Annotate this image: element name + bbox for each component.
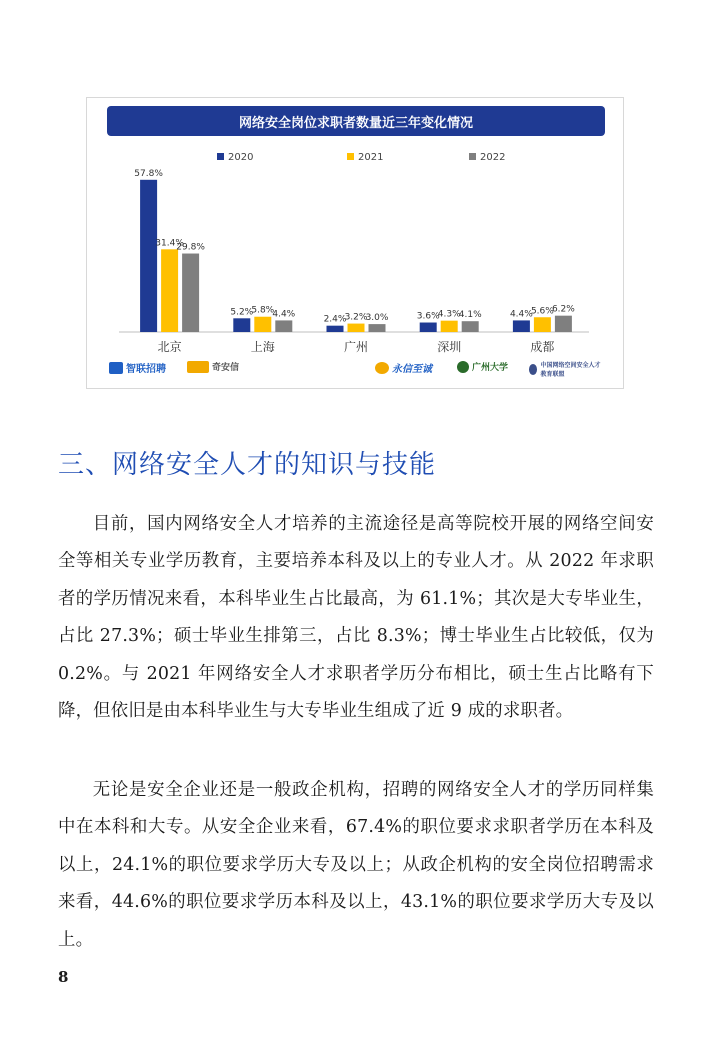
page-number: 8 xyxy=(58,968,69,986)
legend-label-2020: 2020 xyxy=(228,152,254,163)
legend-swatch-2022 xyxy=(469,153,476,160)
bar-chart xyxy=(87,98,623,358)
category-label-深圳: 深圳 xyxy=(437,340,462,354)
legend-label-2021: 2021 xyxy=(358,152,384,163)
association-logo: 中国网络空间安全人才教育联盟 xyxy=(529,360,605,378)
data-label-深圳-2021: 4.3% xyxy=(437,309,461,320)
bar-北京-2022 xyxy=(182,254,199,332)
bar-成都-2021 xyxy=(534,317,551,332)
data-label-北京-2021: 31.4% xyxy=(155,238,184,249)
section-heading: 三、网络安全人才的知识与技能 xyxy=(58,450,437,480)
category-label-广州: 广州 xyxy=(343,340,369,354)
bar-深圳-2020 xyxy=(420,323,437,332)
data-label-上海-2022: 4.4% xyxy=(272,309,296,320)
data-label-北京-2020: 57.8% xyxy=(134,168,163,179)
bar-北京-2021 xyxy=(161,249,178,332)
bar-成都-2022 xyxy=(555,316,572,332)
bar-深圳-2021 xyxy=(441,321,458,332)
bar-上海-2022 xyxy=(275,320,292,332)
data-label-深圳-2022: 4.1% xyxy=(458,310,482,321)
zhilian-logo: 智联招聘 xyxy=(109,360,166,375)
chart-title: 网络安全岗位求职者数量近三年变化情况 xyxy=(107,106,605,136)
bar-成都-2020 xyxy=(513,320,530,332)
data-label-上海-2020: 5.2% xyxy=(230,307,254,318)
category-label-上海: 上海 xyxy=(250,340,275,354)
legend-swatch-2021 xyxy=(347,153,354,160)
bar-上海-2020 xyxy=(233,318,250,332)
body-paragraph-1: 目前，国内网络安全人才培养的主流途径是高等院校开展的网络空间安全等相关专业学历教育，主要培养本科及以上的专业人才。从 2022 年求职者的学历情况来看，本科毕业生占比最高，为 61.1%；其次是大专毕业生，占比 27.3%；硕士毕业生排第三，占比 8.3%；博士毕业生占比较低，仅为 0.2%。与 2021 年网络安全人才求职者学历分布相比，硕士生占比略有下降，但依旧是由本科毕业生与大专毕业生组成了近 9 成的求职者。 xyxy=(58,514,654,722)
data-label-深圳-2020: 3.6% xyxy=(416,311,440,322)
yongxin-logo: 永信至诚 xyxy=(375,360,432,375)
chart-figure xyxy=(86,97,624,389)
data-label-北京-2022: 29.8% xyxy=(176,242,205,253)
data-label-成都-2021: 5.6% xyxy=(530,306,554,317)
bar-深圳-2022 xyxy=(462,321,479,332)
gzu-logo: 广州大学 xyxy=(457,360,508,373)
data-label-成都-2020: 4.4% xyxy=(509,309,533,320)
bar-北京-2020 xyxy=(140,180,157,332)
legend-label-2022: 2022 xyxy=(480,152,506,163)
logo-strip xyxy=(105,360,605,380)
bar-上海-2021 xyxy=(254,317,271,332)
data-label-广州-2020: 2.4% xyxy=(323,314,347,325)
category-label-北京: 北京 xyxy=(157,340,182,354)
body-paragraph-2: 无论是安全企业还是一般政企机构，招聘的网络安全人才的学历同样集中在本科和大专。从安全企业来看，67.4%的职位要求求职者学历在本科及以上，24.1%的职位要求学历大专及以上；从政企机构的安全岗位招聘需求来看，44.6%的职位要求学历本科及以上，43.1%的职位要求学历大专及以上。 xyxy=(58,780,654,950)
bar-广州-2022 xyxy=(369,324,386,332)
data-label-广州-2021: 3.2% xyxy=(344,312,368,323)
qianxin-logo: 奇安信 xyxy=(187,360,239,373)
bar-广州-2021 xyxy=(348,324,365,332)
data-label-广州-2022: 3.0% xyxy=(365,313,389,324)
data-label-成都-2022: 6.2% xyxy=(551,304,575,315)
bar-广州-2020 xyxy=(327,326,344,332)
legend-swatch-2020 xyxy=(217,153,224,160)
data-label-上海-2021: 5.8% xyxy=(251,305,275,316)
category-label-成都: 成都 xyxy=(530,340,555,354)
